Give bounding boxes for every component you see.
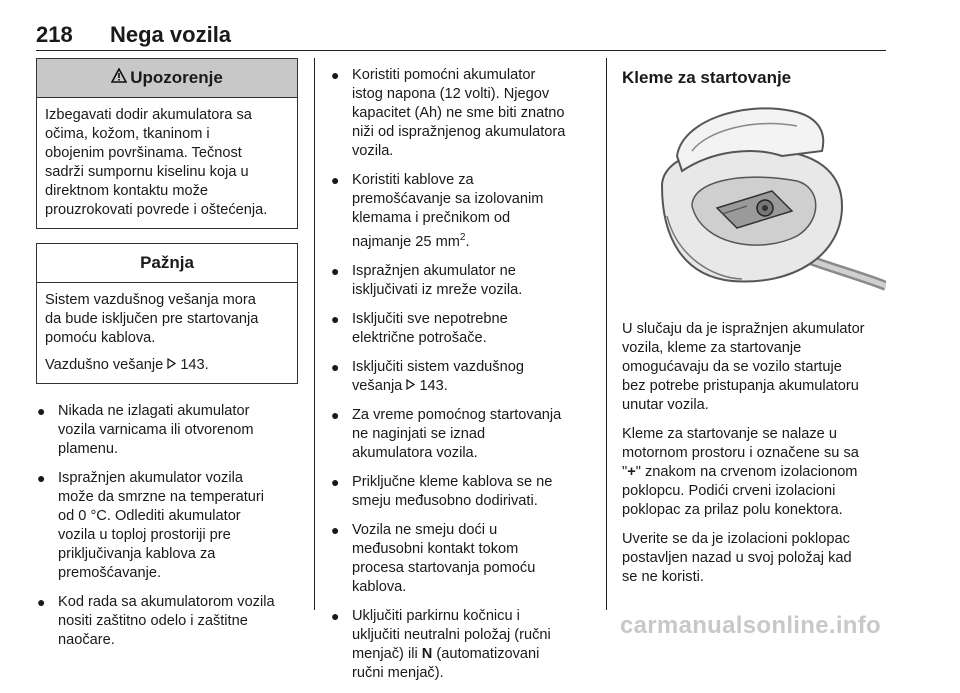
column-left xyxy=(36,58,298,660)
list-item: ● Kod rada sa akumulatorom vozila nositi zaštitno odelo i zaštitne naočare. xyxy=(37,594,275,648)
column-right xyxy=(622,58,886,597)
page-number: 218 xyxy=(36,22,73,47)
list-item: ● Isključiti sve nepotrebne električne potrošače. xyxy=(331,310,508,346)
list-item: ● Koristiti pomoćni akumulator istog napona (12 volti). Njegov kapacitet (Ah) ne sme biti znatno niži od ispražnjenog akumulatora vozila. xyxy=(331,67,566,159)
list-item: ● Koristiti kablove za premošćavanje sa izolovanim klemama i prečnikom od najmanje 25 $mm^2$. xyxy=(331,172,544,250)
plus-icon: + xyxy=(627,464,636,480)
page-ref-link[interactable]: 143. xyxy=(180,357,209,373)
page-ref-icon xyxy=(406,378,415,394)
text-line: obojenim površinama. Tečnost xyxy=(45,145,242,161)
bullet-icon: ● xyxy=(331,358,340,375)
text-line: Sistem vazdušnog vešanja mora xyxy=(45,292,256,308)
page-ref-icon xyxy=(167,357,180,373)
watermark: carmanualsonline.info xyxy=(620,612,882,639)
bullet-list xyxy=(330,66,595,683)
bullet-icon: ● xyxy=(331,310,340,327)
bullet-icon: ● xyxy=(331,262,340,279)
warning-box-body xyxy=(37,98,297,228)
warning-box xyxy=(36,58,298,229)
page-header xyxy=(36,20,886,51)
notice-box-title: Pažnja xyxy=(37,244,297,283)
warning-box-header xyxy=(37,59,297,98)
bullet-icon: ● xyxy=(331,473,340,490)
warning-box-title: Upozorenje xyxy=(130,68,223,87)
text-line: pomoću kablova. xyxy=(45,330,156,346)
text-line: direktnom kontaktu može xyxy=(45,183,209,199)
list-item: ● Za vreme pomoćnog startovanja ne naginjati se iznad akumulatora vozila. xyxy=(331,406,562,461)
bullet-list xyxy=(36,402,298,650)
list-item: ● Vozila ne smeju doći u međusobni kontakt tokom procesa startovanja pomoću kablova. xyxy=(331,521,536,595)
list-item: ● Ispražnjen akumulator vozila može da smrzne na temperaturi od 0 °C. Odlediti akumulator vozila u toploj prostoriji pre priključivanja kablova za premošćavanje. xyxy=(37,470,265,581)
warning-icon xyxy=(111,60,127,98)
text-line: Izbegavati dodir akumulatora sa xyxy=(45,107,252,123)
column-divider xyxy=(314,58,315,610)
text-line: Vazdušno vešanje xyxy=(45,357,164,373)
bullet-icon: ● xyxy=(331,607,340,624)
list-item: ● Uključiti parkirnu kočnicu i uključiti neutralni položaj (ručni menjač) ili N (automatizovani ručni menjač). xyxy=(331,607,551,681)
column-middle xyxy=(330,58,595,693)
section-title: Kleme za startovanje xyxy=(622,68,792,87)
page-title: Nega vozila xyxy=(110,22,232,47)
text-line: očima, kožom, tkaninom i xyxy=(45,126,210,142)
page-ref-link[interactable]: 143. xyxy=(419,377,448,394)
list-item: ● Ispražnjen akumulator ne isključivati iz mreže vozila. xyxy=(331,262,523,298)
list-item: ● Priključne kleme kablova se ne smeju međusobno dodirivati. xyxy=(331,473,553,509)
paragraph: Uverite se da je izolacioni poklopac postavljen nazad u svoj položaj kad se ne koristi. xyxy=(622,531,852,585)
text-line: sadrži sumpornu kiselinu koja u xyxy=(45,164,249,180)
bullet-icon: ● xyxy=(331,172,340,188)
jump-start-terminal-illustration xyxy=(622,96,886,306)
bullet-icon: ● xyxy=(331,67,340,83)
bullet-icon: ● xyxy=(331,521,340,538)
paragraph: Kleme za startovanje se nalaze u motornom prostoru i označene su sa "+" znakom na crvenom izolacionom poklopcu. Podići crveni izolacioni poklopac za prilaz polu konektora. xyxy=(622,426,859,518)
text-line: prouzrokovati povrede i oštećenja. xyxy=(45,202,268,218)
bullet-icon: ● xyxy=(37,403,46,419)
bullet-icon: ● xyxy=(37,470,46,486)
text-line: da bude isključen pre startovanja xyxy=(45,311,259,327)
paragraph: U slučaju da je ispražnjen akumulator vozila, kleme za startovanje omogućavaju da se vozilo startuje bez potrebe pristupanja akumulatoru unutar vozila. xyxy=(622,321,865,413)
column-divider xyxy=(606,58,607,610)
bullet-icon: ● xyxy=(331,406,340,423)
list-item: ● Isključiti sistem vazdušnog vešanja 143. xyxy=(331,358,524,394)
list-item: ● Nikada ne izlagati akumulator vozila varnicama ili otvorenom plamenu. xyxy=(37,403,254,457)
notice-box-body xyxy=(37,283,297,383)
notice-box xyxy=(36,243,298,384)
bullet-icon: ● xyxy=(37,594,46,610)
